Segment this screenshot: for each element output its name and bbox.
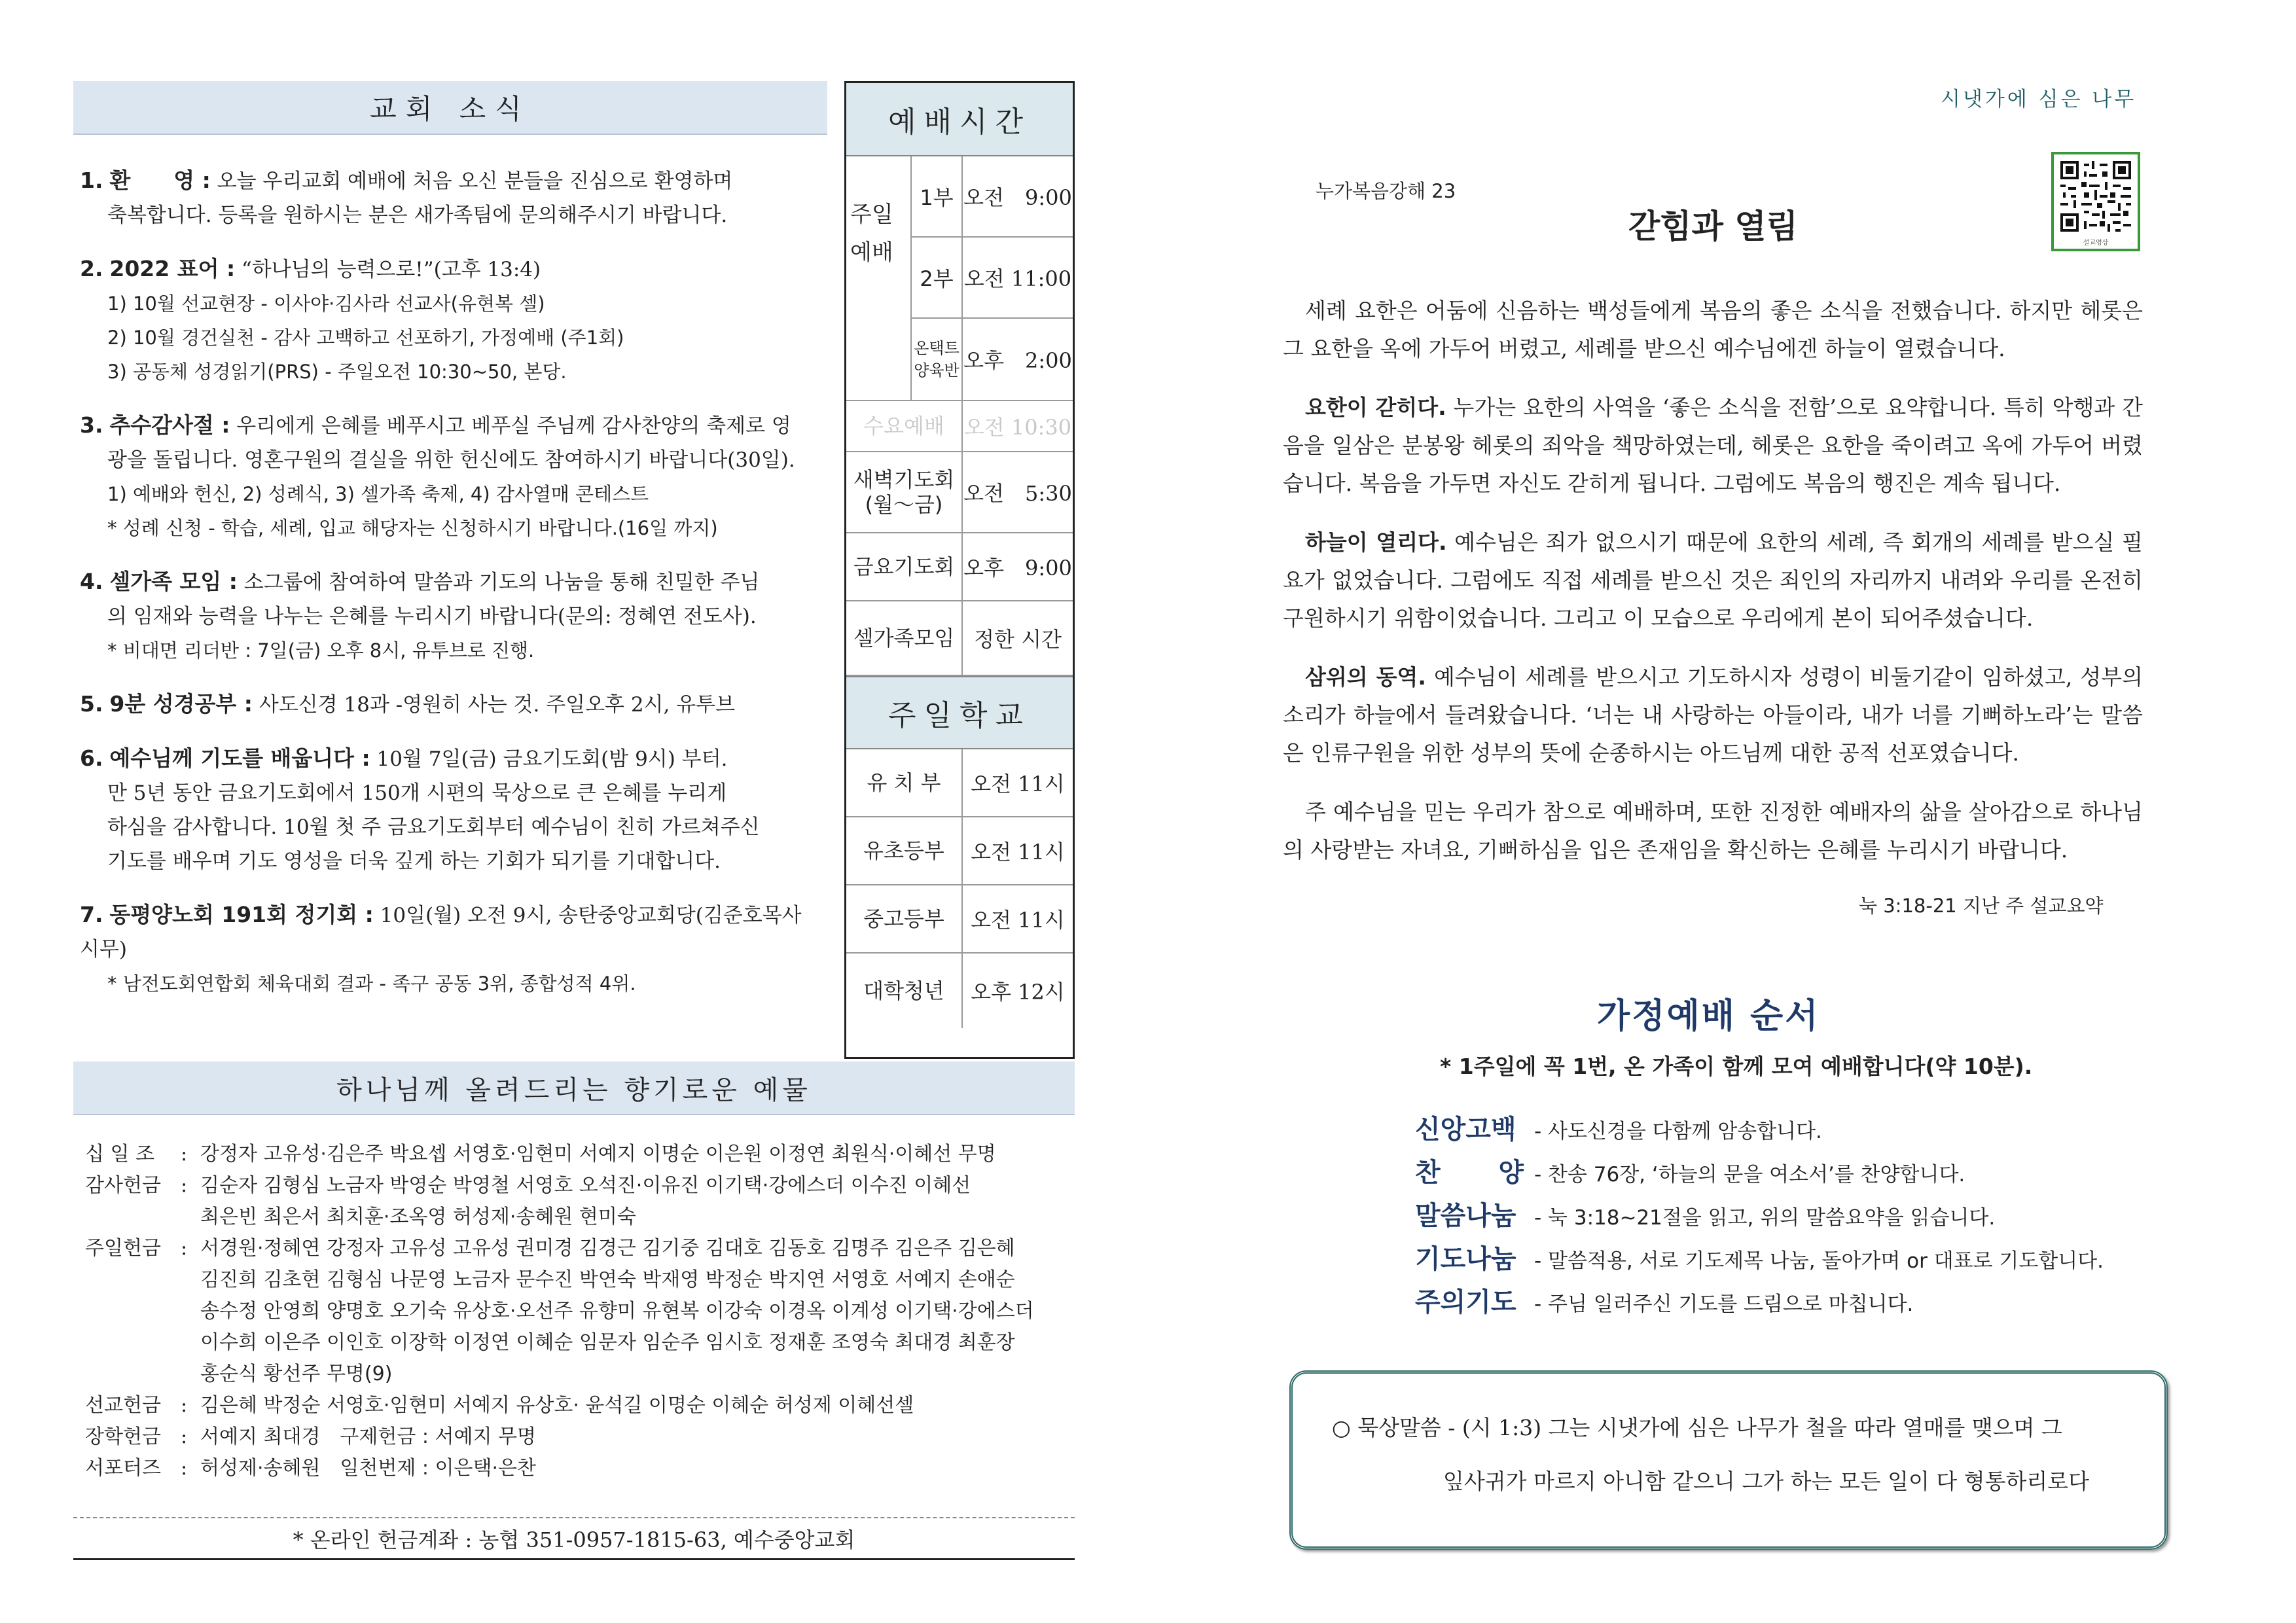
family-worship-step (1415, 1152, 2200, 1195)
worship-time: 정한 시간 (974, 627, 1062, 652)
sermon-title: 갇힘과 열림 (1628, 207, 1798, 245)
step-description: - 주님 일러주신 기도를 드림으로 마칩니다. (1534, 1293, 1914, 1316)
step-label: 주의기도 (1415, 1287, 1516, 1317)
offering-names (200, 1390, 1067, 1421)
news-item-number: 1. (80, 168, 103, 193)
offering-row (85, 1453, 1067, 1484)
offering-label: 서포터즈 (85, 1457, 161, 1480)
step-description: - 눅 3:18~21절을 읽고, 위의 말씀요약을 읽습니다. (1534, 1206, 1996, 1230)
offering-row (85, 1390, 1067, 1421)
meditation-box (1289, 1370, 2168, 1550)
sunday-service-row (912, 156, 1073, 238)
sermon-paragraph-text: 주 예수님을 믿는 우리가 참으로 예배하며, 또한 진정한 예배자의 삶을 살아감으로 하나님의 사랑받는 자녀요, 기뻐하심을 입은 존재임을 확신하는 은혜를 누리시기 바랍니다. (1283, 799, 2143, 863)
service-label: 온택트 양육반 (912, 319, 963, 400)
qr-caption: 설교영상 (2083, 240, 2109, 247)
church-news-list (80, 164, 819, 1020)
news-item-number: 2. (80, 256, 103, 281)
offering-line: 이수희 이은주 이인호 이장학 이정연 이혜순 임문자 임순주 임시호 정재훈 조영숙 최대경 최훈장 (200, 1331, 1015, 1354)
news-item (80, 565, 819, 668)
offering-separator: : (181, 1394, 188, 1417)
school-time: 오전 11시 (971, 840, 1065, 865)
school-time: 오전 11시 (971, 908, 1065, 933)
sermon-paragraph-text: 예수님은 죄가 없으시기 때문에 요한의 세례, 즉 회개의 세례를 받으실 필요가 없었습니다. 그럼에도 직접 세례를 받으신 것은 죄인의 자리까지 내려와 우리를 온전히 구원하시기 위함이었습니다. 그리고 이 모습으로 우리에게 본이 되어주셨습니다. (1283, 529, 2144, 631)
sunday-worship-label: 주일 예배 (846, 156, 912, 400)
school-row (846, 817, 1073, 885)
worship-label: 수요예배 (846, 401, 963, 451)
sermon-series: 누가복음강해 23 (1316, 180, 1456, 202)
news-item-text: 사도신경 18과 -영원히 사는 것. 주일오후 2시, 유투브 (259, 693, 736, 717)
news-item-text: “하나님의 능력으로!”(고후 13:4) (242, 258, 541, 281)
meditation-line-1: ○ 묵상말씀 - (시 1:3) 그는 시냇가에 심은 나무가 철을 따라 열매를 맺으며 그 (1332, 1415, 2062, 1440)
offering-label: 장학헌금 (85, 1425, 161, 1448)
sermon-paragraph-text: 세례 요한은 어둠에 신음하는 백성들에게 복음의 좋은 소식을 전했습니다. 하지만 헤롯은 그 요한을 옥에 가두어 버렸고, 세례를 받으신 예수님에겐 하늘이 열렸습니다. (1283, 298, 2143, 361)
news-item-number: 6. (80, 745, 103, 771)
news-item-sub: * 성례 신청 - 학습, 세례, 입교 해당자는 신청하시기 바랍니다.(16일 까지) (107, 517, 718, 539)
offering-line: 최은빈 최은서 최치훈·조옥영 허성제·송혜원 현미숙 (200, 1205, 636, 1228)
worship-label: 금요기도회 (846, 533, 963, 600)
news-item (80, 252, 819, 389)
school-label: 중고등부 (846, 885, 963, 952)
worship-time-table (844, 81, 1075, 1059)
worship-label: 새벽기도회 (월～금) (846, 452, 963, 532)
offering-label: 선교헌금 (85, 1394, 161, 1417)
offering-label: 십 일 조 (85, 1143, 155, 1166)
sermon-paragraph-heading: 삼위의 동역. (1305, 664, 1426, 690)
qr-code[interactable] (2051, 152, 2140, 251)
news-item-text: 10일(월) 오전 9시, 송탄중앙교회당(김준호목사 시무) (80, 904, 802, 961)
worship-row (846, 401, 1073, 452)
sermon-paragraph (1283, 793, 2143, 869)
meditation-line-2: 잎사귀가 마르지 아니함 같으니 그가 하는 모든 일이 다 형통하리로다 (1443, 1469, 2089, 1494)
offering-separator: : (181, 1143, 188, 1166)
worship-time-header: 예배시간 (846, 83, 1073, 156)
offering-separator: : (181, 1425, 188, 1448)
news-item-continuation: 광을 돌립니다. 영혼구원의 결실을 위한 헌신에도 참여하시기 바랍니다(30일). (107, 448, 795, 472)
family-worship-step (1415, 1195, 2200, 1238)
sermon-paragraph-text: 예수님이 세례를 받으시고 기도하시자 성령이 비둘기같이 임하셨고, 성부의 소리가 하늘에서 들려왔습니다. ‘너는 내 사랑하는 아들이라, 내가 너를 기뻐하노라’는 말씀은 인류구원을 위한 성부의 뜻에 순종하시는 아드님께 대한 공적 선포였습니다. (1283, 664, 2143, 766)
school-row (846, 954, 1073, 1028)
worship-time: 오후 9:00 (963, 556, 1072, 580)
worship-time: 오전 10:30 (963, 415, 1072, 440)
news-item-line (80, 741, 819, 776)
news-item-title: 셀가족 모임 : (109, 569, 238, 594)
sermon-paragraph (1283, 524, 2143, 637)
school-label: 유 치 부 (846, 749, 963, 816)
news-item (80, 408, 819, 545)
news-item (80, 164, 819, 232)
bulletin-series-header: 시냇가에 심은 나무 (1941, 88, 2137, 111)
sermon-paragraph-text: 누가는 요한의 사역을 ‘좋은 소식을 전함’으로 요약합니다. 특히 악행과 간음을 일삼은 분봉왕 헤롯의 죄악을 책망하였는데, 헤롯은 요한을 죽이려고 옥에 가두어 버렸습니다. 복음을 가두면 자신도 갇히게 됩니다. 그럼에도 복음의 행진은 계속 됩니다. (1283, 395, 2143, 496)
news-item-continuation: 하심을 감사합니다. 10월 첫 주 금요기도회부터 예수님이 친히 가르쳐주신 (107, 815, 760, 839)
worship-row (846, 452, 1073, 533)
service-label: 2부 (912, 238, 963, 317)
qr-code-icon (2058, 158, 2134, 234)
news-item-title: 9분 성경공부 : (109, 691, 253, 717)
service-time: 오전 11:00 (963, 266, 1072, 291)
news-item-line (80, 565, 819, 599)
sermon-paragraph-heading: 요한이 갇히다. (1305, 395, 1446, 420)
news-item-sub: 1) 10월 선교현장 - 이사야·김사라 선교사(유현복 셀) (107, 293, 545, 315)
offering-line: 강정자 고유성·김은주 박요셉 서영호·임현미 서예지 이명순 이은원 이정연 최원식·이혜선 무명 (200, 1143, 996, 1166)
news-item-title: 추수감사절 : (109, 412, 230, 438)
offering-header: 하나님께 올려드리는 향기로운 예물 (73, 1061, 1075, 1115)
news-item-text: 오늘 우리교회 예배에 처음 오신 분들을 진심으로 환영하며 (217, 169, 733, 193)
worship-row (846, 533, 1073, 601)
school-label: 대학청년 (846, 954, 963, 1028)
worship-time: 오전 5:30 (963, 481, 1072, 506)
step-label: 말씀나눔 (1415, 1201, 1516, 1231)
offering-line: 서경원·정혜연 강정자 고유성 고유성 권미경 김경근 김기중 김대호 김동호 김명주 김은주 김은혜 (200, 1237, 1015, 1260)
news-item-line (80, 252, 819, 287)
news-item-line (80, 164, 819, 198)
sunday-service-row (912, 238, 1073, 319)
sermon-paragraph (1283, 658, 2143, 772)
offering-line: 서예지 최대경 구제헌금 : 서예지 무명 (200, 1425, 536, 1448)
offering-line: 김진희 김초현 김형심 나문영 노금자 문수진 박연숙 박재영 박정순 박지연 서영호 서예지 손애순 (200, 1268, 1015, 1291)
news-item-sub: * 비대면 리더반 : 7일(금) 오후 8시, 유투브로 진행. (107, 639, 535, 662)
offering-line: 홍순식 황선주 무명(9) (200, 1363, 393, 1385)
offering-label: 주일헌금 (85, 1237, 161, 1260)
sermon-paragraph (1283, 389, 2143, 503)
school-row (846, 885, 1073, 954)
family-worship-note: * 1주일에 꼭 1번, 온 가족이 함께 모여 예배합니다(약 10분). (1440, 1054, 2033, 1079)
offering-line: 허성제·송혜원 일천번제 : 이은택·은찬 (200, 1457, 536, 1480)
sermon-summary (1283, 292, 2143, 890)
news-item-number: 7. (80, 902, 103, 927)
family-worship-title: 가정예배 순서 (1597, 997, 1820, 1036)
worship-label: 셀가족모임 (846, 601, 963, 675)
offering-names (200, 1453, 1067, 1484)
school-row (846, 749, 1073, 817)
news-item-title: 동평양노회 191회 정기회 : (109, 902, 374, 927)
offering-row (85, 1421, 1067, 1453)
sunday-service-row (912, 319, 1073, 400)
family-worship-step (1415, 1281, 2200, 1325)
offering-line: 송수정 안영희 양명호 오기숙 유상호·오선주 유향미 유현복 이강숙 이경옥 이계성 이기택·강에스더 (200, 1300, 1034, 1323)
sermon-paragraph (1283, 292, 2143, 368)
offering-line: 김은혜 박정순 서영호·임현미 서예지 유상호· 윤석길 이명순 이혜순 허성제 이혜선셀 (200, 1394, 914, 1417)
sermon-paragraph-heading: 하늘이 열리다. (1305, 529, 1447, 555)
school-time: 오전 11시 (971, 772, 1065, 796)
news-item-title: 2022 표어 : (109, 256, 236, 281)
offering-names (200, 1139, 1067, 1170)
worship-row (846, 601, 1073, 676)
news-item-continuation: 의 임재와 능력을 나누는 은혜를 누리시기 바랍니다(문의: 정혜연 전도사). (107, 605, 757, 628)
offering-names (200, 1421, 1067, 1453)
news-item-text: 10월 7일(금) 금요기도회(밤 9시) 부터. (376, 747, 728, 771)
offering-list (85, 1139, 1067, 1484)
service-label: 1부 (912, 156, 963, 236)
family-worship-step (1415, 1109, 2200, 1152)
news-item-sub: 1) 예배와 헌신, 2) 성례식, 3) 셀가족 축제, 4) 감사열매 콘테스트 (107, 483, 649, 505)
step-description: - 찬송 76장, ‘하늘의 문을 여소서’를 찬양합니다. (1534, 1163, 1965, 1186)
news-item-sub: 2) 10월 경건실천 - 감사 고백하고 선포하기, 가정예배 (주1회) (107, 327, 624, 349)
offering-row (85, 1233, 1067, 1390)
sunday-school-header: 주일학교 (846, 676, 1073, 749)
news-item-number: 5. (80, 691, 103, 717)
news-item-number: 4. (80, 569, 103, 594)
school-label: 유초등부 (846, 817, 963, 884)
news-item (80, 687, 819, 722)
step-description: - 사도신경을 다함께 암송합니다. (1534, 1120, 1822, 1143)
offering-separator: : (181, 1174, 188, 1197)
sunday-worship-block (846, 156, 1073, 401)
news-item-text: 우리에게 은혜를 베푸시고 베푸실 주님께 감사찬양의 축제로 영 (236, 414, 791, 438)
step-label: 찬 양 (1415, 1158, 1524, 1188)
news-item-sub: 3) 공동체 성경읽기(PRS) - 주일오전 10:30~50, 본당. (107, 361, 567, 383)
news-item (80, 741, 819, 878)
news-item-continuation: 만 5년 동안 금요기도회에서 150개 시편의 묵상으로 큰 은혜를 누리게 (107, 781, 727, 805)
family-worship-steps (1415, 1109, 2200, 1325)
online-account: * 온라인 헌금계좌 : 농협 351-0957-1815-63, 예수중앙교회 (73, 1517, 1075, 1560)
offering-separator: : (181, 1237, 188, 1260)
offering-line: 김순자 김형심 노금자 박영순 박영철 서영호 오석진·이유진 이기택·강에스더 이수진 이혜선 (200, 1174, 971, 1197)
news-item-line (80, 408, 819, 443)
church-news-header: 교회 소식 (73, 81, 827, 135)
offering-separator: : (181, 1457, 188, 1480)
news-item-line (80, 687, 819, 722)
offering-names (200, 1170, 1067, 1233)
offering-label: 감사헌금 (85, 1174, 161, 1197)
offering-names (200, 1233, 1067, 1390)
family-worship-step (1415, 1238, 2200, 1281)
step-description: - 말씀적용, 서로 기도제목 나눔, 돌아가며 or 대표로 기도합니다. (1534, 1249, 2104, 1273)
news-item-line (80, 898, 819, 967)
news-item-continuation: 기도를 배우며 기도 영성을 더욱 깊게 하는 기회가 되기를 기대합니다. (107, 849, 721, 873)
news-item-title: 환 영 : (109, 168, 211, 193)
news-item-number: 3. (80, 412, 103, 438)
step-label: 신앙고백 (1415, 1115, 1516, 1145)
news-item-sub: * 남전도회연합회 체육대회 결과 - 족구 공동 3위, 종합성적 4위. (107, 972, 636, 995)
news-item-continuation: 축복합니다. 등록을 원하시는 분은 새가족팀에 문의해주시기 바랍니다. (107, 204, 728, 227)
offering-row (85, 1170, 1067, 1233)
service-time: 오후 2:00 (963, 348, 1072, 373)
step-label: 기도나눔 (1415, 1244, 1516, 1274)
offering-row (85, 1139, 1067, 1170)
news-item-text: 소그룹에 참여하여 말씀과 기도의 나눔을 통해 친밀한 주님 (243, 571, 760, 594)
news-item (80, 898, 819, 1001)
news-item-title: 예수님께 기도를 배웁니다 : (109, 745, 370, 771)
service-time: 오전 9:00 (963, 185, 1072, 210)
sermon-reference: 눅 3:18-21 지난 주 설교요약 (1859, 895, 2104, 917)
school-time: 오후 12시 (971, 980, 1065, 1005)
